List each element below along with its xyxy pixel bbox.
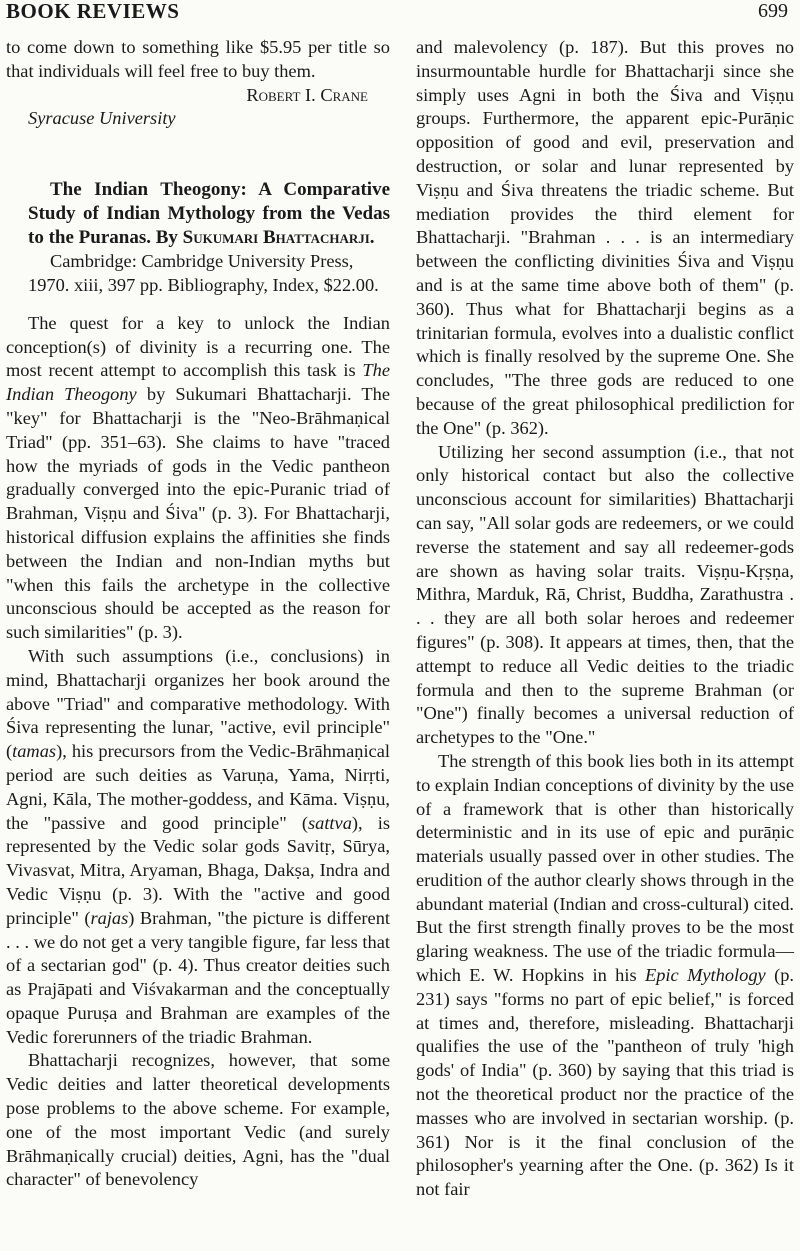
cited-work-italic: Epic Mythology [645, 965, 766, 986]
running-head [6, 0, 792, 24]
review-paragraph-3-continued: and malevolency (p. 187). But this proves no insurmountable hurdle for Bhattacharji since she simply uses Agni in both the Śiva and Viṣṇu groups. Furthermore, the apparent epic-Purāṇic opposition of good and evil, preservation and destruction, or solar and lunar represented by Viṣṇu and Śiva threatens the triadic scheme. But mediation provides the third element for Bhattacharji. "Brahman . . . is an intermediary between the conflicting divinities Śiva and Viṣṇu and is at the same time above both of them" (p. 360). Thus what for Bhattacharji begins as a trinitarian formula, evolves into a dualistic conflict which is finally resolved by the supreme One. She concludes, "The three gods are reduced to one because of the great philosophical prediliction for the One" (p. 362). [416, 37, 794, 438]
text-run: ), his precursors from the Vedic-Brāhmaṇical period are such deities as Varuṇa, Yama, Nirṛti, Agni, Kāla, The mother-goddess, and Kāma. Viṣṇu, the "passive and good principle" ( [6, 741, 390, 833]
text-run: With such assumptions (i.e., conclusions) in mind, Bhattacharji organizes her book around the above "Triad" and comparative methodology. With Śiva representing the lunar, "active, evil principle" ( [6, 645, 390, 762]
italic-term: tamas [12, 741, 57, 762]
previous-review-ending: to come down to something like $5.95 per title so that individuals will feel free to buy them. [6, 37, 390, 81]
publication-info: Cambridge: Cambridge University Press, 1970. xiii, 397 pp. Bibliography, Index, $22.00. [28, 251, 379, 295]
left-column [6, 36, 390, 1192]
review-paragraph-5 [416, 750, 794, 1202]
review-heading [6, 178, 390, 298]
text-run: ), is represented by the Vedic solar gods Savitṛ, Sūrya, Vivasvat, Mitra, Aryaman, Bhaga, Dakṣa, Indra and Vedic Viṣṇu (p. 3). With the "active and good principle" ( [6, 812, 390, 928]
text-run: (p. 231) says "forms no part of epic belief," is forced at times and, therefore, misleading. Bhattacharji qualifies the use of the "pantheon of truly 'high gods' of India" (p. 360) by saying that this triad is not the theoretical product nor the practice of the masses who are involved in sectarian worship. (p. 361) Nor is it the final conclusion of the philosopher's yearning after the One. (p. 362) Is it not fair [416, 965, 794, 1200]
book-title: The Indian Theogony: A Comparative Study of Indian Mythology from the Vedas to the Puranas. [28, 179, 390, 249]
previous-reviewer-name: Robert I. Crane [246, 84, 368, 105]
right-column [416, 36, 794, 1202]
text-run: The quest for a key to unlock the Indian conception(s) of divinity is a recurring one. The most recent attempt to accomplish this task is [6, 312, 390, 381]
book-title-line [6, 178, 390, 250]
italic-term: sattva [307, 812, 352, 833]
review-paragraph-3: Bhattacharji recognizes, however, that some Vedic deities and latter theoretical developments pose problems to the above scheme. For example, one of the most important Vedic (and surely Brāhmaṇically crucial) deities, Agni, has the "dual character" of benevolency [6, 1050, 390, 1190]
page-number: 699 [758, 0, 788, 22]
review-paragraph-2 [6, 645, 390, 1050]
text-run: The strength of this book lies both in its attempt to explain Indian conceptions of divinity by the use of a framework that is other than historically deterministic and in its use of epic and purāṇic materials usually passed over in other studies. The erudition of the author clearly shows through in the abundant material (Indian and cross-cultural) cited. But the first strength finally proves to be the most glaring weakness. The use of the triadic formula—which E. W. Hopkins in his [416, 750, 794, 986]
book-author: Sukumari Bhattacharji. [182, 227, 375, 249]
previous-reviewer-affiliation: Syracuse University [28, 108, 176, 129]
by-word: By [155, 227, 178, 249]
book-title-italic: The Indian Theogony [6, 360, 390, 405]
text-run: ) Brahman, "the picture is different . . . we do not get a very tangible figure, far less that of a sectarian god" (p. 4). Thus creator deities such as Prajāpati and Viśvakarman and the conceptually opaque Puruṣa and Brahman are examples of the Vedic forerunners of the triadic Brahman. [6, 907, 391, 1047]
italic-term: rajas [90, 907, 129, 928]
review-paragraph-1 [6, 312, 390, 645]
text-run: by Sukumari Bhattacharji. The "key" for Bhattacharji is the "Neo-Brāhmaṇical Triad" (pp. 351–63). She claims to have "traced how the myriads of gods in the Vedic pantheon gradually converged into the epic-Puranic triad of Brahman, Viṣṇu and Śiva" (p. 3). For Bhattacharji, historical diffusion explains the affinities she finds between the Indian and non-Indian myths but "when this fails the archetype in the collective unconscious should be accepted as the reason for such similarities" (p. 3). [6, 384, 390, 643]
running-title: BOOK REVIEWS [6, 0, 180, 23]
review-paragraph-4: Utilizing her second assumption (i.e., that not only historical contact but also the collective unconscious account for similarities) Bhattacharji can say, "All solar gods are redeemers, or we could reverse the statement and say all redeemer-gods are shown as having solar traits. Viṣṇu-Kṛṣṇa, Mithra, Marduk, Rā, Christ, Buddha, Zarathustra . . . they are all both solar heroes and redeemer figures" (p. 308). It appears at times, then, that the attempt to reduce all Vedic deities to the triadic formula and then to the supreme Brahman (or "One") finally becomes a universal reduction of archetypes to the "One." [416, 441, 794, 748]
